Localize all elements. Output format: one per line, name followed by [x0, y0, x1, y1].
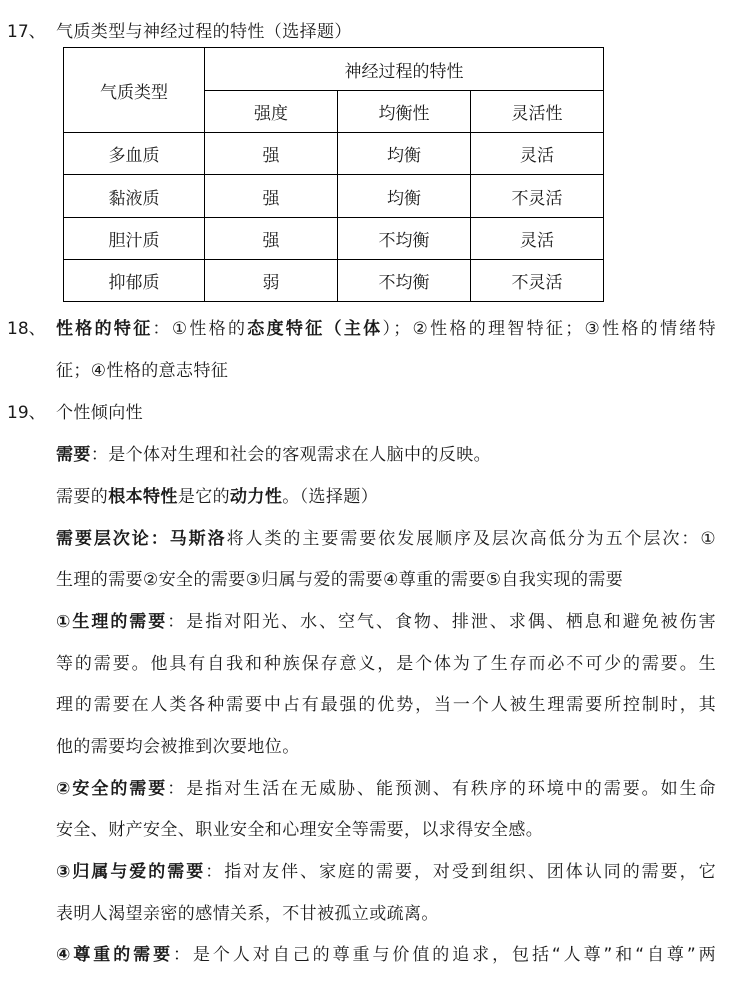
header-temperament-type: 气质类型 — [64, 48, 205, 133]
esteem-line-1 — [56, 940, 716, 965]
header-nervous-process: 神经过程的特性 — [205, 48, 604, 91]
belonging-line-2: 表明人渴望亲密的感情关系，不甘被孤立或疏离。 — [56, 904, 439, 924]
physiological-line-3: 理的需要在人类各种需要中占有最强的优势，当一个人被生理需要所控制时，其 — [56, 695, 716, 715]
safety-line-2: 安全、财产安全、职业安全和心理安全等需要，以求得安全感。 — [56, 820, 544, 840]
table-cell: 均衡 — [338, 133, 471, 175]
table-row-type: 胆汁质 — [64, 218, 205, 260]
need-nature — [56, 482, 716, 507]
item-18-line-2: 征；④性格的意志特征 — [56, 361, 229, 381]
table-cell: 不均衡 — [338, 218, 471, 260]
table-cell: 不均衡 — [338, 260, 471, 302]
text-span: ：是指对生活在无威胁、能预测、有秩序的环境中的需要。如生命 — [167, 779, 717, 799]
bold-term: 需要 — [56, 445, 91, 465]
table-cell: 灵活 — [471, 133, 604, 175]
header-col-balance: 均衡性 — [338, 91, 471, 133]
hierarchy-line-1 — [56, 524, 716, 549]
bold-term: 需要层次论：马斯洛 — [56, 529, 227, 549]
header-col-strength: 强度 — [205, 91, 338, 133]
table-cell: 强 — [205, 133, 338, 175]
bold-term: 根本特性 — [108, 487, 178, 507]
belonging-line-1 — [56, 857, 716, 882]
table-cell: 不灵活 — [471, 175, 604, 218]
text-span: 将人类的主要需要依发展顺序及层次高低分为五个层次：① — [226, 529, 717, 549]
item-17-title: 气质类型与神经过程的特性（选择题） — [56, 22, 352, 42]
table-cell: 灵活 — [471, 218, 604, 260]
item-number-19: 19、 — [7, 403, 46, 423]
text-span: ：①性格的 — [152, 319, 248, 339]
table-cell: 强 — [205, 175, 338, 218]
table-row — [64, 218, 604, 260]
bold-term: 性格的特征 — [56, 319, 153, 339]
item-18-line-1 — [56, 314, 716, 339]
text-span: 是它的 — [177, 487, 231, 507]
hierarchy-line-2: 生理的需要②安全的需要③归属与爱的需要④尊重的需要⑤自我实现的需要 — [56, 570, 624, 590]
item-number-18: 18、 — [7, 319, 46, 339]
safety-line-1 — [56, 774, 716, 799]
physiological-line-2: 等的需要。他具有自我和种族保存意义，是个体为了生存而必不可少的需要。生 — [56, 654, 716, 674]
table-row — [64, 133, 604, 175]
need-definition — [56, 440, 716, 465]
bold-term: （主体 — [324, 319, 383, 339]
bold-term: ②安全的需要 — [56, 779, 168, 799]
physiological-line-4: 他的需要均会被推到次要地位。 — [56, 737, 300, 757]
text-span: 需要的 — [56, 487, 109, 507]
text-span: ：是指对阳光、水、空气、食物、排泄、求偶、栖息和避免被伤害 — [167, 612, 717, 632]
text-span: ：指对友伴、家庭的需要，对受到组织、团体认同的需要，它 — [205, 862, 717, 882]
text-span: ：是个体对生理和社会的客观需求在人脑中的反映。 — [90, 445, 492, 465]
table-cell: 弱 — [205, 260, 338, 302]
temperament-table — [63, 47, 604, 302]
table-row-type: 多血质 — [64, 133, 205, 175]
table-row — [64, 175, 604, 218]
item-number-17: 17、 — [7, 22, 46, 42]
item-19-title: 个性倾向性 — [56, 403, 143, 423]
bold-term: 态度特征 — [247, 319, 325, 339]
bold-term: ③归属与爱的需要 — [56, 862, 206, 882]
table-cell: 均衡 — [338, 175, 471, 218]
text-span: ：是个人对自己的尊重与价值的追求，包括“人尊”和“自尊”两 — [173, 945, 717, 965]
text-span: 。（选择题） — [282, 487, 379, 507]
table-row — [64, 260, 604, 302]
table-row-type: 黏液质 — [64, 175, 205, 218]
table-cell: 强 — [205, 218, 338, 260]
bold-term: 动力性 — [230, 487, 283, 507]
physiological-line-1 — [56, 607, 716, 632]
table-cell: 不灵活 — [471, 260, 604, 302]
bold-term: ①生理的需要 — [56, 612, 168, 632]
bold-term: ④尊重的需要 — [56, 945, 174, 965]
header-col-flexibility: 灵活性 — [471, 91, 604, 133]
text-span: ）；②性格的理智特征；③性格的情绪特 — [382, 319, 716, 339]
table-row-type: 抑郁质 — [64, 260, 205, 302]
